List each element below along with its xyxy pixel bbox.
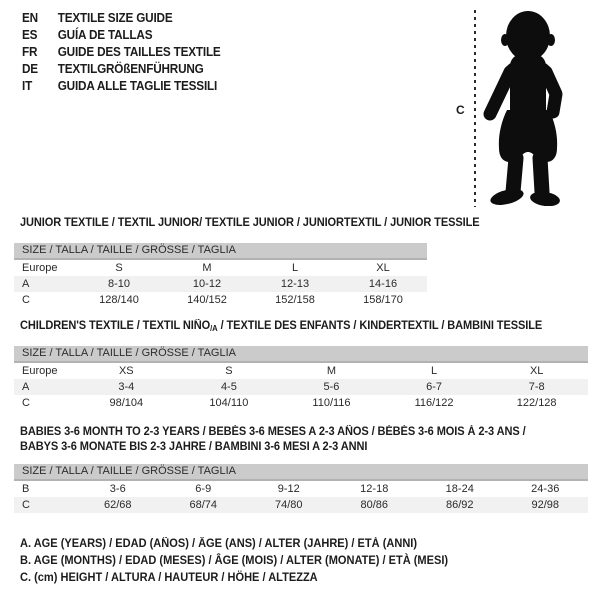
size-cell: 62/68 bbox=[103, 499, 132, 511]
section-title-children bbox=[20, 320, 542, 333]
size-cell: 74/80 bbox=[274, 499, 303, 511]
size-cell: 140/152 bbox=[187, 294, 227, 306]
height-dotted-line bbox=[474, 10, 476, 207]
row-label: Europe bbox=[22, 365, 58, 377]
size-cell: S bbox=[115, 262, 123, 274]
size-cell: 12-18 bbox=[360, 483, 389, 495]
size-cell: S bbox=[225, 365, 233, 377]
size-cell: 4-5 bbox=[220, 381, 237, 393]
title-rest: / TEXTILE DES ENFANTS / KINDERTEXTIL / BAMBINI TESSILE bbox=[217, 320, 543, 332]
size-cell: 5-6 bbox=[323, 381, 340, 393]
lang-row-fr bbox=[22, 43, 221, 60]
size-cell: M bbox=[202, 262, 212, 274]
size-cell: 3-6 bbox=[109, 483, 126, 495]
size-cell: 128/140 bbox=[99, 294, 139, 306]
table-row bbox=[14, 379, 588, 395]
title-line-1: BABIES 3-6 MONTH TO 2-3 YEARS / BEBÉS 3-6 MESES A 2-3 AÑOS / BÉBÉS 3-6 MOIS À 2-3 ANS / bbox=[20, 426, 526, 438]
size-cell: 152/158 bbox=[275, 294, 315, 306]
lang-code: FR bbox=[22, 44, 38, 59]
size-cell: 18-24 bbox=[445, 483, 474, 495]
lang-code: DE bbox=[22, 61, 38, 76]
lang-label: GUIDE DES TAILLES TEXTILE bbox=[57, 44, 221, 59]
size-cell: XL bbox=[529, 365, 544, 377]
size-cell: 6-7 bbox=[426, 381, 443, 393]
height-measure-label: C bbox=[456, 103, 465, 117]
lang-row-de bbox=[22, 60, 221, 77]
lang-label: GUIDA ALLE TAGLIE TESSILI bbox=[57, 78, 218, 93]
lang-label: GUÍA DE TALLAS bbox=[57, 27, 153, 42]
legend-footnotes bbox=[20, 536, 448, 587]
section-title-junior: JUNIOR TEXTILE / TEXTIL JUNIOR/ TEXTILE JUNIOR / JUNIORTEXTIL / JUNIOR TESSILE bbox=[20, 217, 480, 229]
size-cell: 8-10 bbox=[107, 278, 131, 290]
size-cell: 14-16 bbox=[368, 278, 398, 290]
size-header-bar: SIZE / TALLA / TAILLE / GRÖSSE / TAGLIA bbox=[14, 464, 588, 481]
size-cell: 6-9 bbox=[195, 483, 212, 495]
size-cell: 122/128 bbox=[516, 397, 557, 409]
lang-row-en bbox=[22, 9, 221, 26]
lang-code: EN bbox=[22, 10, 38, 25]
size-header-bar: SIZE / TALLA / TAILLE / GRÖSSE / TAGLIA bbox=[14, 243, 427, 260]
table-row bbox=[14, 363, 588, 379]
section-title-babies bbox=[20, 425, 526, 455]
table-row bbox=[14, 276, 427, 292]
size-cell: L bbox=[291, 262, 299, 274]
size-cell: 116/122 bbox=[414, 397, 454, 409]
size-cell: 9-12 bbox=[277, 483, 300, 495]
size-header-bar: SIZE / TALLA / TAILLE / GRÖSSE / TAGLIA bbox=[14, 346, 588, 363]
footnote-a: A. AGE (YEARS) / EDAD (AÑOS) / ÂGE (ANS) / ALTER (JAHRE) / ETÀ (ANNI) bbox=[20, 538, 418, 550]
size-cell: 80/86 bbox=[360, 499, 389, 511]
title-main: CHILDREN'S TEXTILE / TEXTIL NIÑO bbox=[20, 320, 211, 332]
table-row bbox=[14, 497, 588, 513]
table-row bbox=[14, 481, 588, 497]
lang-row-es bbox=[22, 26, 221, 43]
size-cell: XL bbox=[376, 262, 390, 274]
junior-size-table bbox=[14, 243, 427, 308]
size-cell: 68/74 bbox=[189, 499, 218, 511]
size-cell: 12-13 bbox=[280, 278, 310, 290]
size-cell: 92/98 bbox=[531, 499, 560, 511]
row-label: C bbox=[22, 499, 30, 511]
lang-label: TEXTILE SIZE GUIDE bbox=[57, 10, 173, 25]
row-label: C bbox=[22, 294, 30, 306]
lang-row-it bbox=[22, 77, 221, 94]
lang-code: IT bbox=[22, 78, 33, 93]
size-cell: L bbox=[431, 365, 438, 377]
size-cell: 7-8 bbox=[528, 381, 545, 393]
lang-code: ES bbox=[22, 27, 38, 42]
children-size-table bbox=[14, 346, 588, 411]
size-cell: 110/116 bbox=[312, 397, 351, 409]
row-label: A bbox=[22, 381, 30, 393]
title-subscript: /A bbox=[210, 324, 218, 333]
title-line-2: BABYS 3-6 MONATE BIS 2-3 JAHRE / BAMBINI 3-6 MESI A 2-3 ANNI bbox=[20, 441, 368, 453]
size-cell: M bbox=[326, 365, 337, 377]
size-cell: 158/170 bbox=[363, 294, 403, 306]
size-cell: XS bbox=[118, 365, 134, 377]
row-label: B bbox=[22, 483, 30, 495]
table-row bbox=[14, 292, 427, 308]
size-cell: 104/110 bbox=[209, 397, 249, 409]
babies-size-table bbox=[14, 464, 588, 513]
row-label: Europe bbox=[22, 262, 58, 274]
lang-label: TEXTILGRÖßENFÜHRUNG bbox=[57, 61, 204, 76]
footnote-c: C. (cm) HEIGHT / ALTURA / HAUTEUR / HÖHE / ALTEZZA bbox=[20, 572, 318, 584]
table-row bbox=[14, 395, 588, 411]
size-cell: 98/104 bbox=[109, 397, 144, 409]
row-label: A bbox=[22, 278, 30, 290]
footnote-b: B. AGE (MONTHS) / EDAD (MESES) / ÂGE (MOIS) / ALTER (MONATE) / ETÀ (MESI) bbox=[20, 555, 449, 567]
language-title-block bbox=[22, 9, 221, 94]
size-cell: 86/92 bbox=[445, 499, 474, 511]
size-cell: 24-36 bbox=[531, 483, 560, 495]
size-cell: 3-4 bbox=[118, 381, 135, 393]
row-label: C bbox=[22, 397, 30, 409]
size-cell: 10-12 bbox=[192, 278, 222, 290]
baby-silhouette-icon bbox=[482, 10, 572, 206]
table-row bbox=[14, 260, 427, 276]
